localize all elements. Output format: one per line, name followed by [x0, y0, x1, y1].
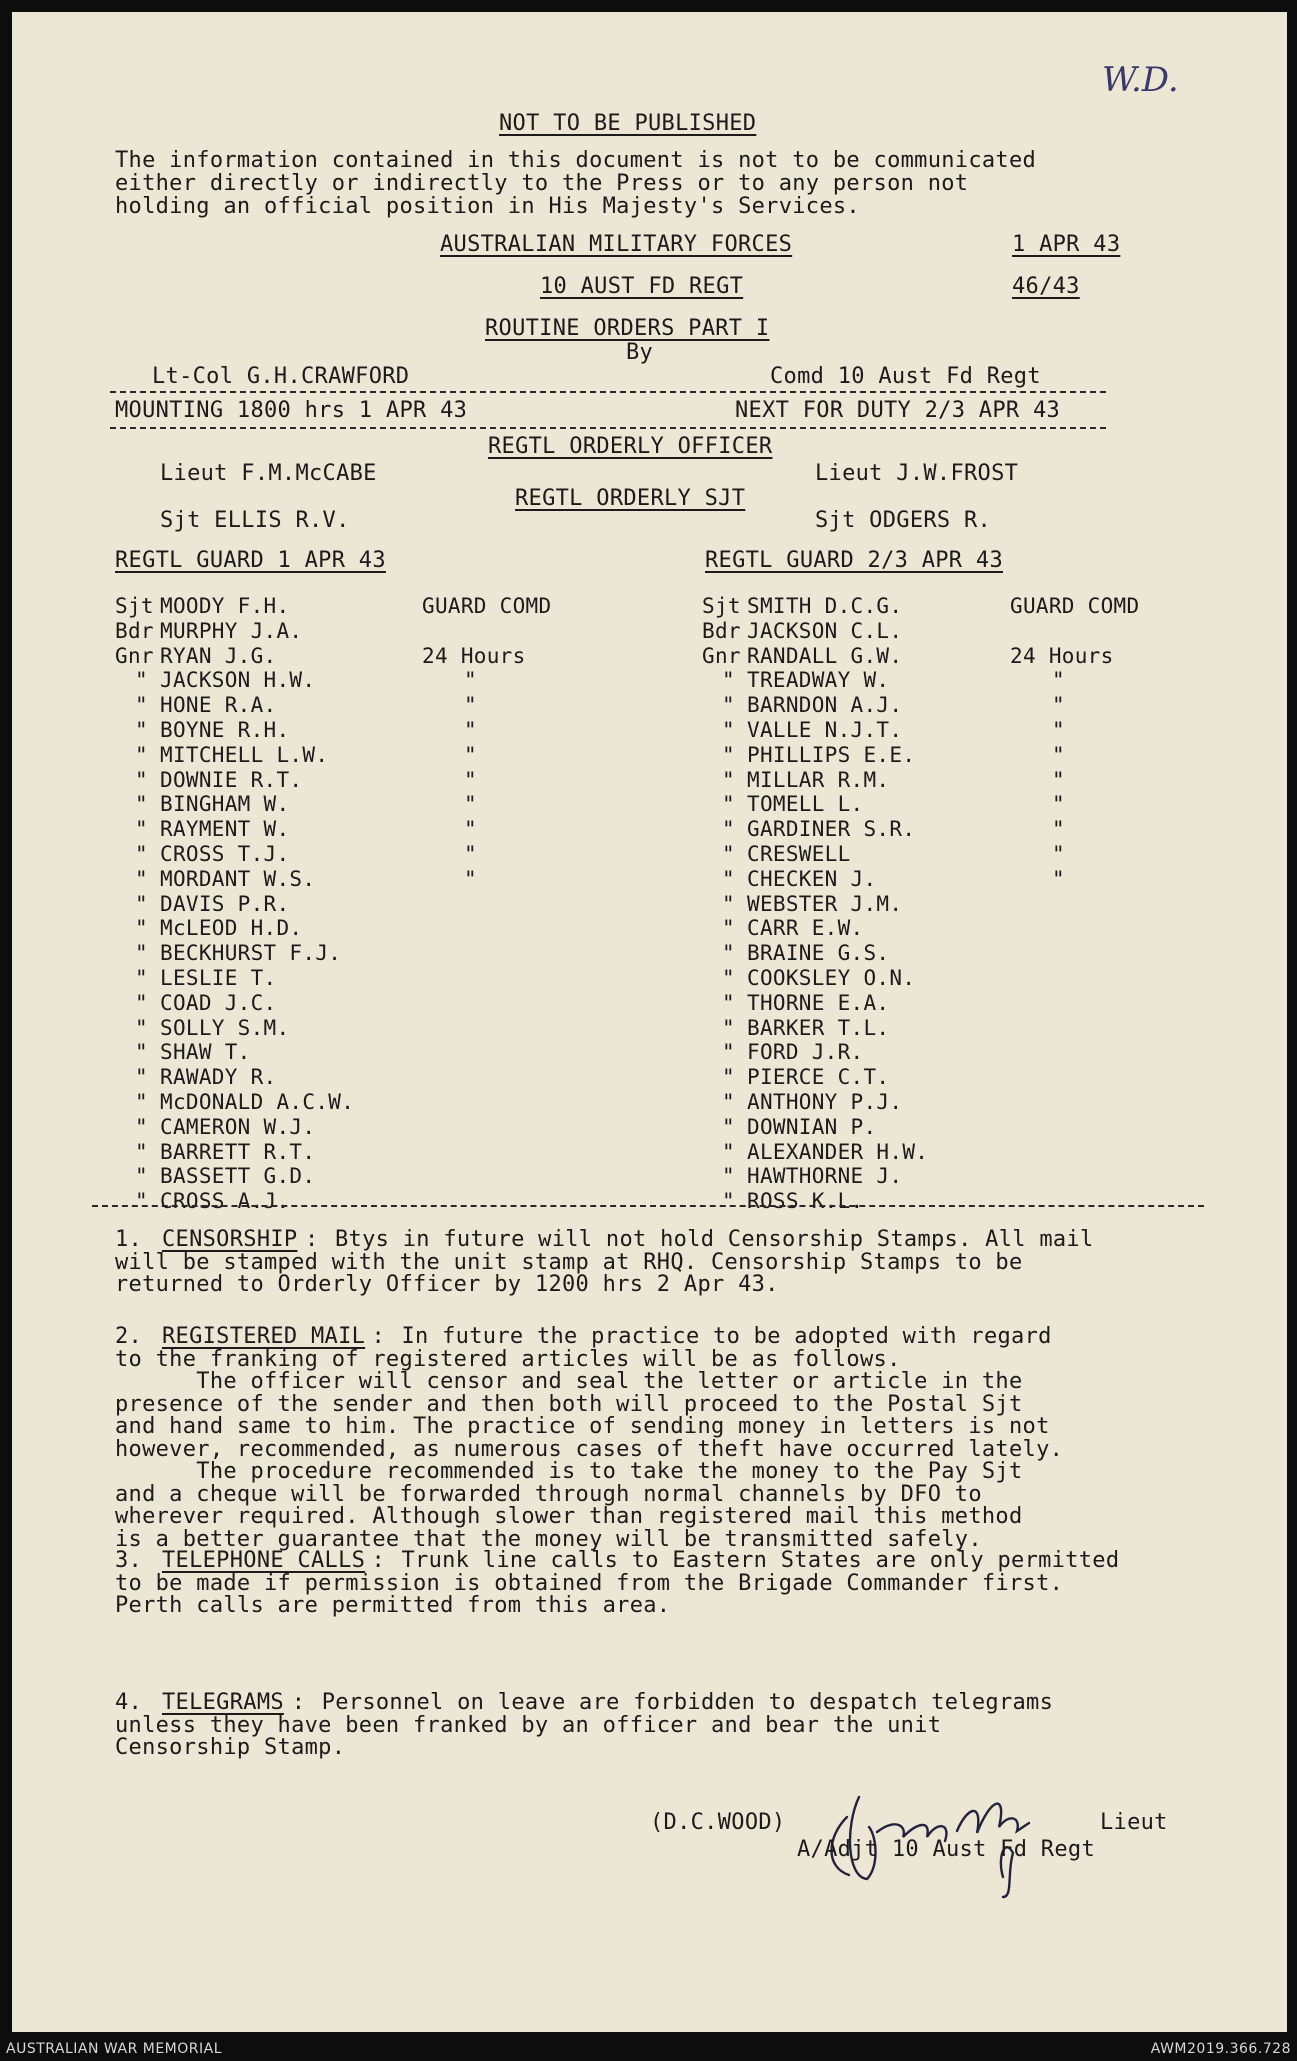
guard-note: " [1052, 668, 1065, 692]
orderly-sjt-next: Sjt ODGERS R. [815, 508, 992, 533]
order-text: Btys in future will not hold Censorship Stamps. All mail [335, 1227, 1094, 1252]
guard-name: SMITH D.C.G. [747, 594, 903, 618]
guard-note: " [1052, 693, 1065, 717]
guard-name: McDONALD A.C.W. [160, 1090, 355, 1114]
guard-rank: " [722, 941, 735, 965]
guard-note: 24 Hours [1010, 644, 1114, 668]
guard-name: ALEXANDER H.W. [747, 1140, 929, 1164]
guard-name: VALLE N.J.T. [747, 718, 903, 742]
guard-name: WEBSTER J.M. [747, 892, 903, 916]
mounting-line: MOUNTING 1800 hrs 1 APR 43 [115, 398, 468, 423]
guard-rank: " [135, 1189, 148, 1213]
guard-note: " [1052, 817, 1065, 841]
guard-rank: Gnr [115, 644, 154, 668]
order-text: and a cheque will be forwarded through normal channels by DFO to [115, 1482, 982, 1507]
commander-name: Lt-Col G.H.CRAWFORD [152, 364, 410, 389]
guard-note: " [1052, 718, 1065, 742]
orderly-sjt-heading: REGTL ORDERLY SJT [515, 486, 746, 511]
guard-rank: " [722, 1065, 735, 1089]
guard-rank: " [722, 1189, 735, 1213]
order-heading: CENSORSHIP [162, 1227, 298, 1252]
guard-note: " [1052, 768, 1065, 792]
guard-name: CAMERON W.J. [160, 1115, 316, 1139]
order-text: however, recommended, as numerous cases of theft have occurred lately. [115, 1437, 1064, 1462]
guard-note: " [464, 817, 477, 841]
guard-note: GUARD COMD [422, 594, 552, 618]
guard-name: PHILLIPS E.E. [747, 743, 916, 767]
divider [110, 391, 1106, 393]
order-text: to the franking of registered articles will be as follows. [115, 1347, 901, 1372]
guard-name: RAYMENT W. [160, 817, 290, 841]
order-number: 46/43 [1012, 274, 1080, 299]
guard-rank: " [722, 991, 735, 1015]
order-heading: REGISTERED MAIL [162, 1324, 366, 1349]
notice-line: The information contained in this document is not to be communicated [115, 148, 1037, 173]
order-number: 1. [115, 1227, 143, 1252]
guard-rank: " [135, 1115, 148, 1139]
guard-name: RYAN J.G. [160, 644, 277, 668]
guard-note: " [464, 693, 477, 717]
order-number: 3. [115, 1548, 143, 1573]
guard-note: " [1052, 842, 1065, 866]
guard-name: BARRETT R.T. [160, 1140, 316, 1164]
guard-rank: " [722, 892, 735, 916]
guard-name: THORNE E.A. [747, 991, 890, 1015]
guard-rank: " [135, 718, 148, 742]
guard-rank: " [722, 1140, 735, 1164]
document-page [12, 12, 1287, 2032]
guard-name: CROSS T.J. [160, 842, 290, 866]
guard-note: 24 Hours [422, 644, 526, 668]
signatory-name: (D.C.WOOD) [650, 1810, 786, 1835]
guard-name: COOKSLEY O.N. [747, 966, 916, 990]
divider [92, 1205, 1204, 1207]
order-date: 1 APR 43 [1012, 232, 1121, 257]
order-text: Censorship Stamp. [115, 1735, 346, 1760]
guard-name: BASSETT G.D. [160, 1164, 316, 1188]
guard-note: " [464, 842, 477, 866]
order-text: will be stamped with the unit stamp at RHQ. Censorship Stamps to be [115, 1250, 1023, 1275]
guard-name: COAD J.C. [160, 991, 277, 1015]
guard-name: BOYNE R.H. [160, 718, 290, 742]
guard-rank: " [722, 1164, 735, 1188]
guard-note: GUARD COMD [1010, 594, 1140, 618]
order-text: In future the practice to be adopted with regard [401, 1324, 1052, 1349]
guard-name: MURPHY J.A. [160, 619, 303, 643]
guard-name: FORD J.R. [747, 1040, 864, 1064]
guard-rank: Gnr [702, 644, 741, 668]
guard-note: " [464, 668, 477, 692]
guard-rank: " [722, 668, 735, 692]
guard-name: PIERCE C.T. [747, 1065, 890, 1089]
guard-note: " [464, 867, 477, 891]
order-text: returned to Orderly Officer by 1200 hrs 2 Apr 43. [115, 1272, 779, 1297]
handwritten-signature [807, 1757, 1127, 1907]
guard-rank: " [135, 1090, 148, 1114]
footer-credit: AUSTRALIAN WAR MEMORIAL [6, 2041, 223, 2057]
guard-name: TREADWAY W. [747, 668, 890, 692]
guard-name: ANTHONY P.J. [747, 1090, 903, 1114]
next-for-duty-line: NEXT FOR DUTY 2/3 APR 43 [735, 398, 1061, 423]
guard-rank: " [135, 817, 148, 841]
guard-name: MITCHELL L.W. [160, 743, 329, 767]
guard-rank: " [135, 1016, 148, 1040]
guard-name: RAWADY R. [160, 1065, 277, 1089]
guard-name: McLEOD H.D. [160, 916, 303, 940]
order-text: presence of the sender and then both will proceed to the Postal Sjt [115, 1392, 1023, 1417]
guard-name: BINGHAM W. [160, 792, 290, 816]
order-separator: : [305, 1227, 319, 1252]
guard-note: " [464, 718, 477, 742]
guard-name: CRESWELL [747, 842, 851, 866]
guard-rank: " [135, 668, 148, 692]
guard-note: " [464, 792, 477, 816]
forces-heading: AUSTRALIAN MILITARY FORCES [440, 232, 793, 257]
notice-line: either directly or indirectly to the Press or to any person not [115, 171, 969, 196]
order-number: 4. [115, 1690, 143, 1715]
guard-note: " [464, 768, 477, 792]
guard-rank: " [135, 892, 148, 916]
guard-rank: " [135, 1164, 148, 1188]
order-text: Trunk line calls to Eastern States are only permitted [401, 1548, 1120, 1573]
orderly-officer-heading: REGTL ORDERLY OFFICER [488, 434, 773, 459]
guard-rank: " [722, 693, 735, 717]
guard-rank: " [722, 718, 735, 742]
order-text: unless they have been franked by an officer and bear the unit [115, 1713, 942, 1738]
guard-rank: " [135, 792, 148, 816]
guard-name: DOWNIAN P. [747, 1115, 877, 1139]
guard-rank: " [135, 842, 148, 866]
guard-name: MOODY F.H. [160, 594, 290, 618]
orderly-officer-next: Lieut J.W.FROST [815, 461, 1019, 486]
order-separator: : [371, 1548, 386, 1573]
guard-name: SOLLY S.M. [160, 1016, 290, 1040]
guard-rank: " [135, 1065, 148, 1089]
guard-name: CARR E.W. [747, 916, 864, 940]
guard-name: TOMELL L. [747, 792, 864, 816]
guard-rank: " [722, 1090, 735, 1114]
orderly-sjt-today: Sjt ELLIS R.V. [160, 508, 350, 533]
order-text: Perth calls are permitted from this area. [115, 1593, 671, 1618]
order-separator: : [291, 1690, 306, 1715]
guard-rank: " [722, 916, 735, 940]
guard-name: HONE R.A. [160, 693, 277, 717]
guard-name: JACKSON H.W. [160, 668, 316, 692]
guard-name: ROSS K.L. [747, 1189, 864, 1213]
order-heading: TELEGRAMS [162, 1690, 284, 1715]
guard-name: BARKER T.L. [747, 1016, 890, 1040]
by-label: By [626, 340, 654, 365]
handwritten-annotation: W.D. [1102, 60, 1179, 100]
guard-name: MILLAR R.M. [747, 768, 890, 792]
guard-name: HAWTHORNE J. [747, 1164, 903, 1188]
guard-name: BRAINE G.S. [747, 941, 890, 965]
guard-rank: " [135, 941, 148, 965]
order-text: to be made if permission is obtained from the Brigade Commander first. [115, 1571, 1064, 1596]
orderly-officer-today: Lieut F.M.McCABE [160, 461, 377, 486]
guard-rank: " [135, 966, 148, 990]
guard-rank: " [722, 817, 735, 841]
guard-rank: " [135, 1140, 148, 1164]
guard-rank: " [135, 991, 148, 1015]
guard-rank: " [722, 1016, 735, 1040]
guard-rank: Sjt [702, 594, 741, 618]
order-text: is a better guarantee that the money will be transmitted safely. [115, 1527, 982, 1552]
guard-name: RANDALL G.W. [747, 644, 903, 668]
divider [110, 427, 1106, 429]
guard-rank: " [135, 768, 148, 792]
guard-rank: " [722, 842, 735, 866]
guard-rank: " [722, 768, 735, 792]
order-number: 2. [115, 1324, 143, 1349]
order-text: The officer will censor and seal the letter or article in the [115, 1369, 1023, 1394]
order-text: Personnel on leave are forbidden to despatch telegrams [321, 1690, 1054, 1715]
guard-note: " [464, 743, 477, 767]
guard-rank: " [722, 743, 735, 767]
order-separator: : [371, 1324, 386, 1349]
guard-name: MORDANT W.S. [160, 867, 316, 891]
guard-name: DOWNIE R.T. [160, 768, 303, 792]
guard-rank: Bdr [702, 619, 741, 643]
guard-rank: " [135, 693, 148, 717]
guard-name: BECKHURST F.J. [160, 941, 342, 965]
notice-line: holding an official position in His Majesty's Services. [115, 194, 860, 219]
guard-name: SHAW T. [160, 1040, 251, 1064]
guard-rank: " [135, 743, 148, 767]
guard-name: DAVIS P.R. [160, 892, 290, 916]
guard-note: " [1052, 792, 1065, 816]
guard-name: BARNDON A.J. [747, 693, 903, 717]
guard-name: LESLIE T. [160, 966, 277, 990]
unit-heading: 10 AUST FD REGT [540, 274, 744, 299]
guard-rank: Sjt [115, 594, 154, 618]
guard-name: JACKSON C.L. [747, 619, 903, 643]
guard-rank: " [722, 966, 735, 990]
orders-title: ROUTINE ORDERS PART I [485, 316, 770, 341]
guard-rank: " [722, 1115, 735, 1139]
guard-heading-right: REGTL GUARD 2/3 APR 43 [705, 548, 1003, 573]
guard-rank: " [135, 1040, 148, 1064]
order-text: The procedure recommended is to take the money to the Pay Sjt [115, 1459, 1023, 1484]
guard-name: GARDINER S.R. [747, 817, 916, 841]
guard-note: " [1052, 867, 1065, 891]
guard-rank: " [722, 792, 735, 816]
guard-rank: " [722, 867, 735, 891]
footer-accession: AWM2019.366.728 [1150, 2041, 1291, 2057]
notice-title: NOT TO BE PUBLISHED [499, 111, 757, 136]
signatory-rank: Lieut [1100, 1810, 1168, 1835]
signatory-role: A/Adjt 10 Aust Fd Regt [797, 1837, 1095, 1862]
order-text: wherever required. Although slower than registered mail this method [115, 1504, 1023, 1529]
guard-name: CHECKEN J. [747, 867, 877, 891]
guard-name: CROSS A.J. [160, 1189, 290, 1213]
guard-rank: " [135, 916, 148, 940]
order-text: and hand same to him. The practice of sending money in letters is not [115, 1414, 1050, 1439]
guard-rank: " [722, 1040, 735, 1064]
order-heading: TELEPHONE CALLS [162, 1548, 366, 1573]
guard-rank: " [135, 867, 148, 891]
guard-rank: Bdr [115, 619, 154, 643]
commander-role: Comd 10 Aust Fd Regt [770, 364, 1041, 389]
guard-heading-left: REGTL GUARD 1 APR 43 [115, 548, 386, 573]
guard-note: " [1052, 743, 1065, 767]
